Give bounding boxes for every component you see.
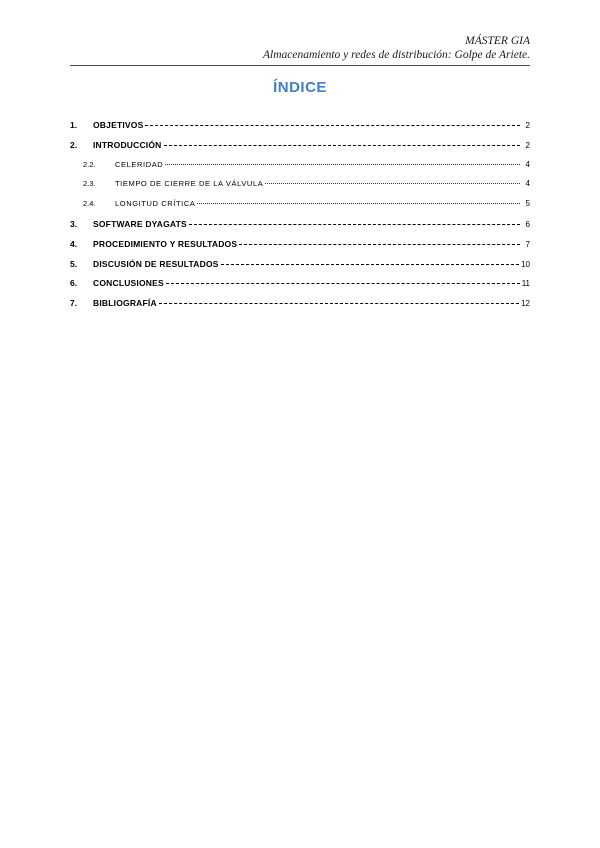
toc-entry-label: CELERIDAD (115, 159, 164, 169)
toc-entry-celeridad[interactable] (70, 160, 530, 180)
toc-leader (239, 244, 520, 245)
toc-entry-page: 4 (525, 159, 530, 169)
toc-entry-number: 6. (70, 278, 78, 289)
toc-entry-conclusiones[interactable] (70, 278, 530, 298)
toc-entry-number: 5. (70, 258, 78, 269)
toc-entry-label: OBJETIVOS (93, 120, 144, 130)
toc-entry-number: 7. (70, 298, 78, 309)
toc-leader (165, 164, 520, 165)
toc-entry-page: 12 (521, 299, 530, 309)
toc-entry-label: BIBLIOGRAFÍA (93, 298, 157, 309)
toc-entry-page: 2 (525, 121, 530, 130)
toc-entry-introduccion[interactable] (70, 140, 530, 160)
toc-title: ÍNDICE (273, 79, 327, 96)
toc-entry-label: TIEMPO DE CIERRE DE LA VÁLVULA (115, 179, 264, 189)
toc-leader (145, 125, 520, 126)
page-header (70, 34, 530, 62)
toc-entry-procedimiento[interactable] (70, 239, 530, 259)
toc-entry-label: INTRODUCCIÓN (93, 139, 162, 150)
toc-entry-number: 4. (70, 238, 78, 249)
toc-entry-number: 2.2. (83, 159, 96, 169)
toc-entry-software[interactable] (70, 219, 530, 239)
toc-entry-number: 3. (70, 218, 78, 229)
toc-entry-label: SOFTWARE DYAGATS (93, 218, 187, 229)
toc-entry-number: 2.3. (83, 179, 96, 189)
toc-leader (265, 183, 520, 184)
toc-entry-page: 5 (525, 199, 530, 209)
toc-entry-longitud-critica[interactable] (70, 199, 530, 219)
toc-entry-page: 6 (525, 219, 530, 229)
toc-entry-label: CONCLUSIONES (93, 278, 164, 289)
table-of-contents (70, 120, 530, 318)
toc-leader (189, 224, 520, 225)
toc-leader (159, 303, 519, 304)
toc-entry-page: 11 (521, 279, 530, 289)
toc-entry-page: 2 (525, 140, 530, 150)
toc-leader (166, 283, 520, 284)
toc-entry-number: 1. (70, 120, 78, 130)
toc-entry-number: 2.4. (83, 199, 96, 209)
toc-entry-objetivos[interactable] (70, 120, 530, 140)
toc-entry-label: LONGITUD CRÍTICA (115, 199, 196, 209)
toc-leader (164, 145, 520, 146)
toc-entry-page: 10 (521, 259, 530, 269)
header-divider (70, 65, 530, 66)
toc-leader (221, 264, 519, 265)
header-course-name: MÁSTER GIA (465, 35, 530, 47)
header-document-title: Almacenamiento y redes de distribución: Golpe de Ariete. (263, 49, 530, 61)
toc-entry-page: 4 (525, 179, 530, 189)
toc-entry-discusion[interactable] (70, 259, 530, 279)
toc-entry-bibliografia[interactable] (70, 298, 530, 318)
toc-entry-page: 7 (525, 239, 530, 249)
toc-entry-tiempo-de-cierre[interactable] (70, 179, 530, 199)
toc-entry-label: DISCUSIÓN DE RESULTADOS (93, 258, 219, 269)
toc-entry-label: PROCEDIMIENTO Y RESULTADOS (93, 238, 238, 249)
toc-entry-number: 2. (70, 139, 78, 150)
toc-leader (197, 203, 520, 204)
